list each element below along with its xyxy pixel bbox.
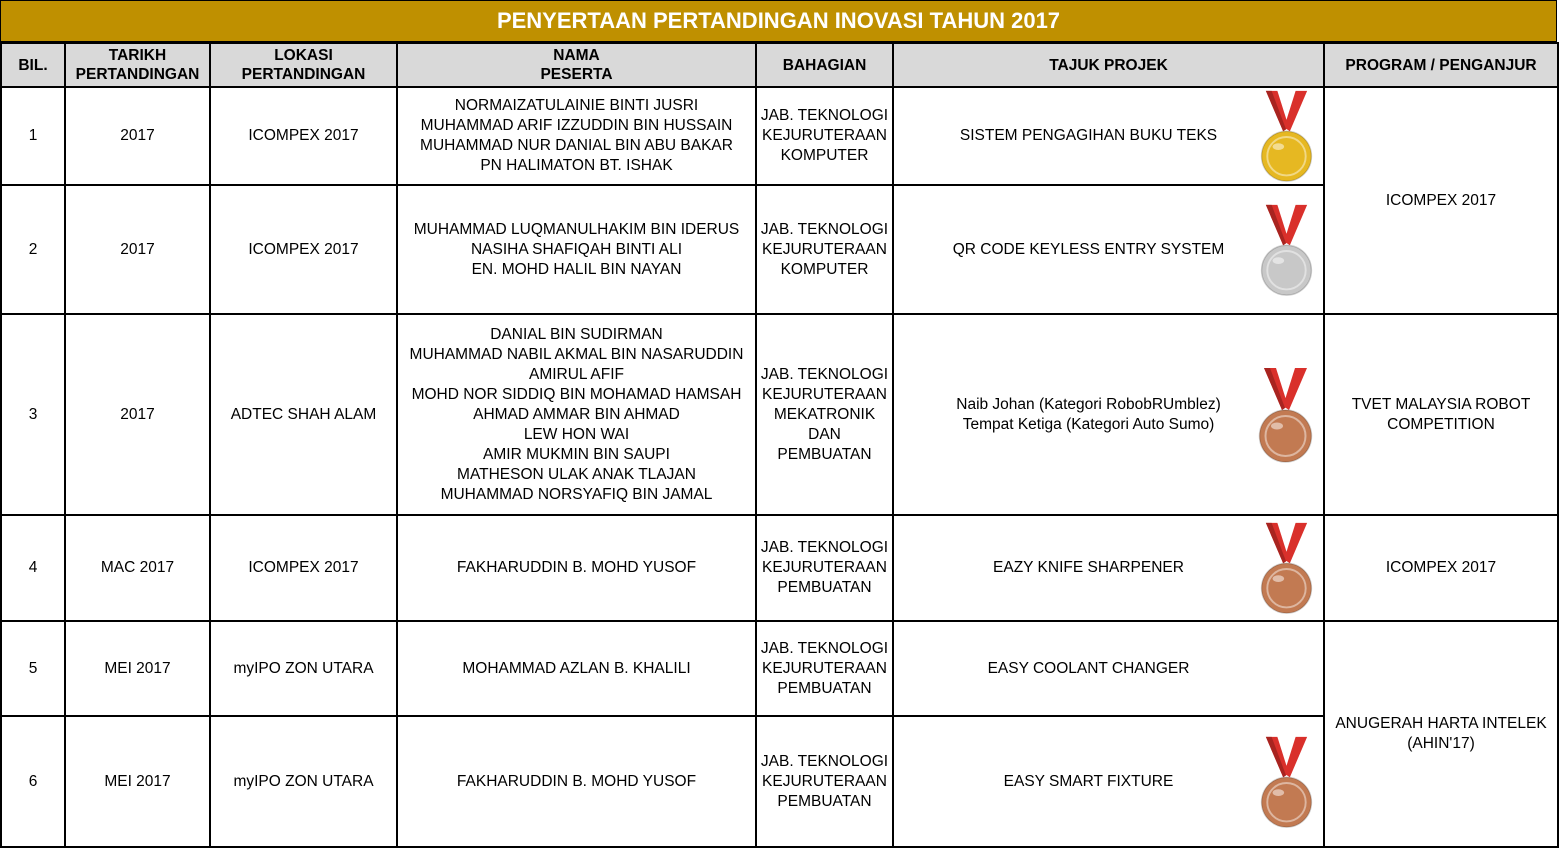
project-title-line: EASY COOLANT CHANGER [987, 659, 1190, 677]
cell-bil: 5 [1, 621, 65, 716]
table-title: PENYERTAAN PERTANDINGAN INOVASI TAHUN 2017 [0, 0, 1557, 42]
cell-bil: 2 [1, 185, 65, 314]
participant-name: LEW HON WAI [523, 425, 630, 443]
department-line: MEKATRONIK [773, 405, 876, 423]
bronze-medal-icon [1260, 521, 1313, 617]
cell-nama [397, 87, 756, 185]
project-title-line: Naib Johan (Kategori RobobRUmblez) [956, 395, 1221, 413]
participant-name: AMIRUL AFIF [528, 365, 625, 383]
header-bil: BIL. [1, 43, 65, 87]
participant-name: MUHAMMAD NUR DANIAL BIN ABU BAKAR [420, 137, 733, 154]
program-line: ICOMPEX 2017 [1385, 191, 1497, 209]
cell-bil: 6 [1, 716, 65, 847]
project-title [896, 659, 1321, 679]
table-row [1, 314, 1558, 515]
participant-name: MOHD NOR SIDDIQ BIN MOHAMAD HAMSAH [411, 385, 742, 403]
department-line: KEJURUTERAAN [762, 240, 887, 258]
program-line: COMPETITION [1387, 415, 1495, 433]
cell-lokasi: ICOMPEX 2017 [210, 515, 397, 621]
cell-bil: 3 [1, 314, 65, 515]
project-title [896, 126, 1321, 146]
header-bahagian: BAHAGIAN [756, 43, 893, 87]
cell-bahagian [756, 185, 893, 314]
cell-tarikh: 2017 [65, 185, 210, 314]
project-title-line: Tempat Ketiga (Kategori Auto Sumo) [962, 415, 1215, 433]
table-row [1, 621, 1558, 716]
medal [1260, 203, 1313, 299]
cell-nama [397, 621, 756, 716]
department-line: KEJURUTERAAN [762, 772, 887, 790]
header-nama-line: NAMA [553, 47, 600, 64]
department-line: KOMPUTER [780, 260, 869, 278]
project-title-line: EASY SMART FIXTURE [1003, 772, 1174, 790]
project-title [896, 558, 1321, 578]
department-line: PEMBUATAN [777, 792, 872, 810]
program-line: ANUGERAH HARTA INTELEK [1335, 715, 1547, 732]
cell-bahagian [756, 314, 893, 515]
cell-lokasi: myIPO ZON UTARA [210, 621, 397, 716]
department-line: JAB. TEKNOLOGI [760, 107, 889, 124]
cell-program [1324, 515, 1558, 621]
cell-program [1324, 314, 1558, 515]
cell-bahagian [756, 621, 893, 716]
cell-tajuk [893, 716, 1324, 847]
cell-tajuk [893, 314, 1324, 515]
cell-bahagian [756, 515, 893, 621]
department-line: PEMBUATAN [777, 445, 872, 463]
project-title [896, 772, 1321, 792]
header-lokasi-line: PERTANDINGAN [241, 66, 366, 83]
medal [1260, 521, 1313, 617]
header-tarikh [65, 43, 210, 87]
department-line: KEJURUTERAAN [762, 659, 887, 677]
cell-tarikh: MAC 2017 [65, 515, 210, 621]
participant-name: FAKHARUDDIN B. MOHD YUSOF [456, 559, 697, 576]
competition-table [0, 42, 1559, 848]
department-line: KEJURUTERAAN [762, 127, 887, 144]
program-line: TVET MALAYSIA ROBOT [1351, 395, 1531, 413]
cell-tarikh: 2017 [65, 87, 210, 185]
participant-name: DANIAL BIN SUDIRMAN [490, 325, 663, 343]
participant-name: MATHESON ULAK ANAK TLAJAN [457, 465, 696, 483]
cell-tarikh: MEI 2017 [65, 716, 210, 847]
cell-tarikh: 2017 [65, 314, 210, 515]
header-lokasi [210, 43, 397, 87]
table-row [1, 515, 1558, 621]
department-line: JAB. TEKNOLOGI [760, 539, 889, 556]
medal [1260, 735, 1313, 831]
header-tarikh-line: PERTANDINGAN [75, 66, 200, 83]
header-tajuk: TAJUK PROJEK [893, 43, 1324, 87]
program-line: (AHIN'17) [1407, 735, 1475, 752]
cell-nama [397, 185, 756, 314]
department-line: KEJURUTERAAN [762, 559, 887, 576]
participant-name: MUHAMMAD NABIL AKMAL BIN NASARUDDIN [409, 345, 744, 363]
bronze-medal-icon [1258, 366, 1313, 466]
department-line: JAB. TEKNOLOGI [760, 752, 889, 770]
participant-name: AMIR MUKMIN BIN SAUPI [483, 445, 670, 463]
header-program: PROGRAM / PENGANJUR [1324, 43, 1558, 87]
participant-name: FAKHARUDDIN B. MOHD YUSOF [456, 772, 697, 790]
cell-program [1324, 621, 1558, 847]
department-line: DAN [808, 425, 841, 443]
department-line: PEMBUATAN [777, 679, 872, 697]
cell-bahagian [756, 716, 893, 847]
header-nama-line: PESERTA [540, 66, 613, 83]
participant-name: EN. MOHD HALIL BIN NAYAN [471, 260, 682, 278]
participant-name: MUHAMMAD NORSYAFIQ BIN JAMAL [440, 485, 713, 503]
header-tarikh-line: TARIKH [108, 47, 167, 64]
cell-tajuk [893, 621, 1324, 716]
program-line: ICOMPEX 2017 [1385, 559, 1497, 576]
department-line: KEJURUTERAAN [762, 385, 887, 403]
cell-program [1324, 87, 1558, 314]
project-title [896, 240, 1321, 260]
department-line: JAB. TEKNOLOGI [760, 365, 889, 383]
project-title-line: QR CODE KEYLESS ENTRY SYSTEM [952, 240, 1225, 258]
department-line: JAB. TEKNOLOGI [760, 220, 889, 238]
cell-nama [397, 515, 756, 621]
table-body [1, 87, 1558, 847]
department-line: JAB. TEKNOLOGI [760, 639, 889, 657]
participant-name: NORMAIZATULAINIE BINTI JUSRI [454, 97, 699, 114]
department-line: KOMPUTER [780, 147, 869, 164]
cell-tarikh: MEI 2017 [65, 621, 210, 716]
cell-tajuk [893, 515, 1324, 621]
gold-medal-icon [1260, 89, 1313, 185]
project-title-line: EAZY KNIFE SHARPENER [993, 559, 1184, 576]
silver-medal-icon [1260, 203, 1313, 299]
participant-name: NASIHA SHAFIQAH BINTI ALI [470, 240, 683, 258]
header-lokasi-line: LOKASI [274, 47, 333, 64]
bronze-medal-icon [1260, 735, 1313, 831]
cell-bahagian [756, 87, 893, 185]
cell-lokasi: ICOMPEX 2017 [210, 185, 397, 314]
department-line: PEMBUATAN [777, 579, 872, 596]
cell-bil: 1 [1, 87, 65, 185]
participant-name: AHMAD AMMAR BIN AHMAD [473, 405, 680, 423]
medal [1260, 89, 1313, 185]
cell-tajuk [893, 185, 1324, 314]
cell-lokasi: myIPO ZON UTARA [210, 716, 397, 847]
participant-name: MUHAMMAD LUQMANULHAKIM BIN IDERUS [413, 220, 740, 238]
cell-tajuk [893, 87, 1324, 185]
table-row [1, 87, 1558, 185]
project-title-line: SISTEM PENGAGIHAN BUKU TEKS [959, 127, 1218, 144]
cell-bil: 4 [1, 515, 65, 621]
participant-name: MOHAMMAD AZLAN B. KHALILI [462, 659, 691, 677]
cell-lokasi: ADTEC SHAH ALAM [210, 314, 397, 515]
cell-lokasi: ICOMPEX 2017 [210, 87, 397, 185]
cell-nama [397, 314, 756, 515]
cell-nama [397, 716, 756, 847]
header-row [1, 43, 1558, 87]
participant-name: PN HALIMATON BT. ISHAK [480, 157, 673, 174]
medal [1258, 366, 1313, 466]
participant-name: MUHAMMAD ARIF IZZUDDIN BIN HUSSAIN [420, 117, 733, 134]
header-nama [397, 43, 756, 87]
